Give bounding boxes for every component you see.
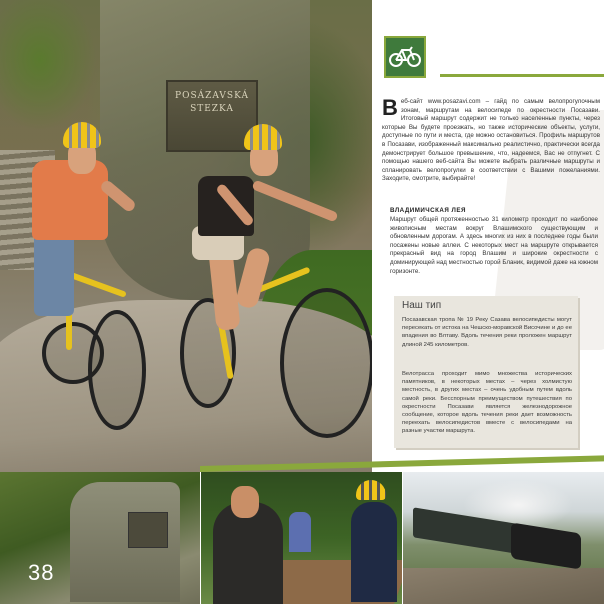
photo-cyclists-rest (201, 472, 402, 604)
tip-paragraph-1: Посазавская тропа № 19 Реку Сазава велосипедисты могут пересекать от истока на Чешско-моравской Височине и до ее впадения во Влтаву. Вдоль течения реки проложен маршрут длиной 245 километров. (402, 317, 572, 348)
hero-photo (0, 0, 372, 472)
accent-rule (440, 74, 604, 77)
bicycle-icon (384, 36, 426, 78)
section-heading: ВЛАДИМИЧСКАЯ ЛЕЯ (390, 207, 466, 214)
intro-text: еб-сайт www.posazavi.com – гайд по самым велопрогулочным зонам, маршрутам на велосипеде по окрестности Посазави. Итоговый маршрут содержит не только населенные пункты, через которые Вы будете проезжать, но также исторические объекты, услуги, доступные по пути и места, где можно остановиться. Профиль маршрутов в Посазави, изображенный максимально реалистично, практически всегда демонстрирует большое превышение, что, надеемся, Вас не отпугнет. С помощью нашего веб-сайта Вы можете выбрать различные маршруты и спланировать велопрогулки в соответствии с Вашими пожеланиями. Заходите, смотрите, выбирайте! (382, 98, 600, 183)
tip-box (394, 296, 578, 448)
trail-sign-line2: STEZKA (190, 104, 234, 114)
trail-sign-line1: POSÁZAVSKÁ (175, 91, 249, 101)
photo-steam-train (403, 472, 604, 604)
tip-paragraph-2: Велотрасса проходит мимо множества исторических памятников, в некоторых местах – через холмистую местность, в других местах – очень удобным путем вдоль самой реки. Бесспорным преимуществом путешествия по окрестности Посазави является железнодорожное сообщение, которое вдоль течения реки дает возможность переехать велосипедистов вместе с велосипедами на разные участки маршрута. (402, 371, 572, 435)
intro-paragraph (382, 95, 600, 184)
intro-dropcap: В (382, 95, 398, 120)
tip-title: Наш тип (402, 300, 442, 311)
route-paragraph: Маршрут общей протяженностью 31 километр проходит по наиболее живописным местам вокруг Влашимского существующим и обновленным дорогам. А здесь многих из них в последнее годы были посажены новые аллеи. С некоторых мест на маршруте открывается прекрасный вид на город Влашим и широкие окрестности с доминирующей над местностью горой Бланик, видимой даже на южном горизонте. (390, 216, 598, 275)
page-number: 38 (28, 560, 55, 585)
